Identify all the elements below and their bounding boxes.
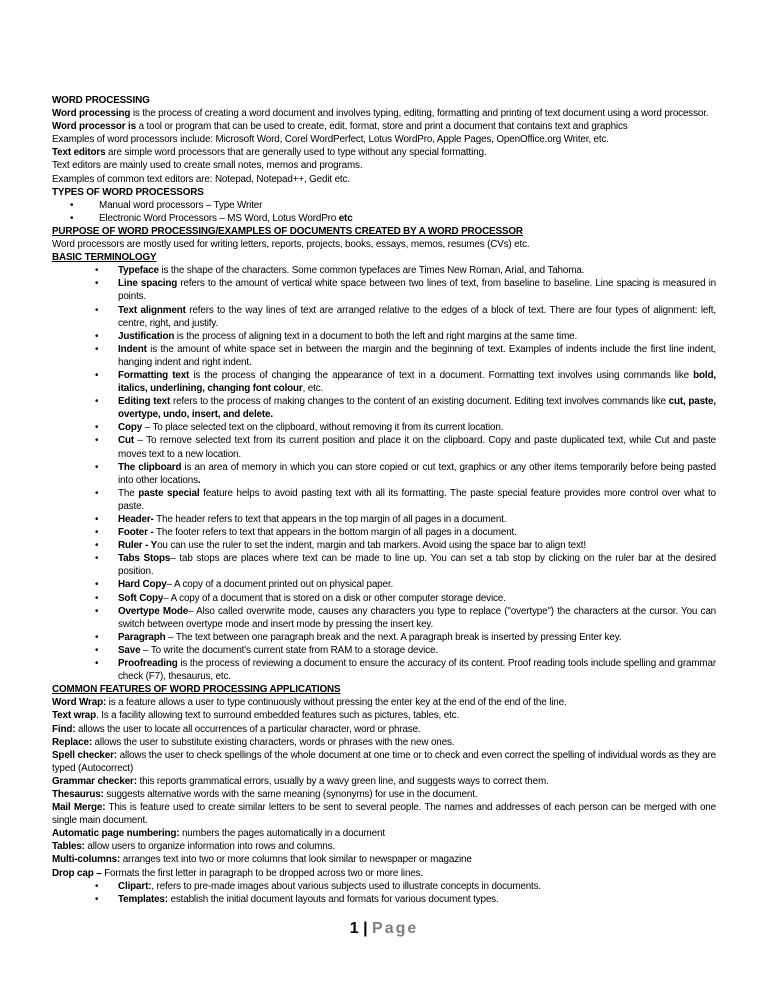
- bold-text-run: Word Wrap:: [52, 697, 107, 709]
- list-item: [52, 330, 716, 343]
- text-run: The header refers to text that appears in the top margin of all pages in a document.: [153, 514, 507, 525]
- text-run: feature helps to avoid pasting text with all its formatting. The paste special feature provides more control over what to paste.: [118, 487, 716, 512]
- list-item: [52, 369, 716, 395]
- bold-text-run: Text wrap: [52, 710, 97, 722]
- paragraph: [52, 120, 716, 133]
- paragraph: [52, 696, 716, 709]
- bulleted-list: [52, 880, 716, 906]
- bold-text-run: Proofreading: [118, 658, 178, 670]
- bold-text-run: Formatting text: [118, 369, 190, 381]
- list-item: [52, 552, 716, 578]
- document-body: [52, 94, 716, 906]
- section-heading: [52, 186, 716, 199]
- list-item: [52, 304, 716, 330]
- page-number: 1: [349, 920, 359, 937]
- list-item: [52, 893, 716, 906]
- text-run: Examples of common text editors are: Notepad, Notepad++, Gedit etc.: [52, 173, 350, 185]
- paragraph: [52, 867, 716, 880]
- section-heading: [52, 225, 716, 238]
- bold-text-run: Word processor is: [52, 121, 136, 133]
- list-item: [52, 657, 716, 683]
- paragraph: [52, 159, 716, 172]
- bold-text-run: Copy: [118, 422, 143, 434]
- text-run: Manual word processors – Type Writer: [99, 199, 263, 211]
- text-run: – To remove selected text from its current position and place it on the clipboard. Copy and paste duplicated text, while Cut and paste moves text to a new location.: [118, 435, 716, 460]
- text-run: suggests alternative words with the same meaning (synonyms) for use in the document.: [103, 788, 478, 800]
- text-run: , etc.: [302, 383, 324, 395]
- bold-text-run: Replace:: [52, 736, 92, 748]
- list-item: [52, 539, 716, 552]
- text-run: – To write the document's current state from RAM to a storage device.: [140, 644, 438, 656]
- text-run: . Is a facility allowing text to surround embedded features such as pictures, tables, etc.: [96, 710, 460, 722]
- text-run: numbers the pages automatically in a document: [179, 828, 385, 840]
- text-run: Word processors are mostly used for writing letters, reports, projects, books, essays, memos, resumes (CVs) etc.: [52, 239, 530, 251]
- text-run: The: [118, 487, 139, 499]
- paragraph: [52, 788, 716, 801]
- list-item: [52, 395, 716, 421]
- bold-text-run: Spell checker:: [52, 749, 117, 761]
- bold-text-run: WORD PROCESSING: [52, 95, 150, 106]
- paragraph: [52, 827, 716, 840]
- text-run: This is feature used to create similar letters to be sent to several people. The names and addresses of each person can be merged with one single main document.: [52, 802, 716, 827]
- list-item: [52, 343, 716, 369]
- list-item: [52, 880, 716, 893]
- bold-text-run: Templates:: [118, 893, 168, 905]
- paragraph: [52, 853, 716, 866]
- bold-text-run: Automatic page numbering:: [52, 828, 180, 840]
- paragraph: [52, 146, 716, 159]
- bold-text-run: Typeface: [118, 265, 159, 277]
- paragraph: [52, 801, 716, 827]
- bold-text-run: paste special: [138, 487, 200, 499]
- text-run: – To place selected text on the clipboard, without removing it from its current location.: [142, 422, 504, 434]
- text-run: allows the user to check spellings of the whole document at one time or to check and even correct the spelling of individual words as they are typed (Autocorrect): [52, 749, 716, 774]
- text-run: is the process of changing the appearance of text in a document. Formatting text involves using commands like: [189, 369, 694, 381]
- bold-text-run: Indent: [118, 343, 147, 355]
- text-run: is the amount of white space set in between the margin and the beginning of text. Examples of indents include the first line indent, hanging indent and right indent.: [118, 343, 716, 368]
- bold-text-run: Tabs Stops: [118, 553, 171, 565]
- bold-text-run: The clipboard: [118, 461, 182, 473]
- section-heading: [52, 683, 716, 696]
- bold-text-run: Hard Copy: [118, 579, 167, 591]
- text-run: – A copy of a document that is stored on a disk or other computer storage device.: [163, 592, 506, 604]
- list-item: [52, 487, 716, 513]
- text-run: allows the user to substitute existing characters, words or phrases with the new ones.: [91, 736, 455, 748]
- bold-text-run: Line spacing: [118, 278, 178, 290]
- bold-text-run: Text alignment: [118, 304, 186, 316]
- bold-text-run: Find:: [52, 723, 76, 735]
- page-footer: [0, 920, 768, 938]
- bulleted-list: [52, 264, 716, 683]
- bold-text-run: Justification: [118, 330, 175, 342]
- bold-text-run: Thesaurus:: [52, 788, 104, 800]
- list-item: [52, 578, 716, 591]
- text-run: a tool or program that can be used to create, edit, format, store and print a document that contains text and graphics: [135, 121, 628, 133]
- bulleted-list: [52, 199, 716, 225]
- paragraph: [52, 238, 716, 251]
- paragraph: [52, 736, 716, 749]
- text-run: – tab stops are places where text can be made to line up. You can set a tab stop by clicking on the ruler bar at the desired position.: [118, 553, 716, 578]
- paragraph: [52, 840, 716, 853]
- bold-text-run: Overtype Mode: [118, 605, 189, 617]
- text-run: is a feature allows a user to type continuously without pressing the enter key at the end of the end of the line.: [106, 697, 567, 709]
- bold-text-run: TYPES OF WORD PROCESSORS: [52, 186, 204, 198]
- text-run: this reports grammatical errors, usually by a wavy green line, and suggests ways to correct them.: [136, 775, 549, 787]
- section-heading: [52, 251, 716, 264]
- list-item: [52, 199, 716, 212]
- paragraph: [52, 775, 716, 788]
- bold-text-run: Clipart:: [118, 880, 152, 892]
- paragraph: [52, 723, 716, 736]
- list-item: [52, 526, 716, 539]
- bold-text-run: Word processing: [52, 108, 131, 120]
- text-run: allows the user to locate all occurrences of a particular character, word or phrase.: [75, 723, 421, 735]
- list-item: [52, 264, 716, 277]
- bold-text-run: Grammar checker:: [52, 775, 137, 787]
- list-item: [52, 461, 716, 487]
- list-item: [52, 631, 716, 644]
- bold-text-run: bold, italics, underlining, changing font colour: [118, 369, 716, 395]
- text-run: establish the initial document layouts and formats for various document types.: [167, 893, 499, 905]
- bold-text-run: BASIC TERMINOLOGY: [52, 252, 157, 264]
- text-run: refers to the way lines of text are arranged relative to the edges of a block of text. There are four types of alignment: left, centre, right, and justify.: [118, 304, 716, 329]
- bold-text-run: Paragraph: [118, 631, 166, 643]
- text-run: is the shape of the characters. Some common typefaces are Times New Roman, Arial, and Tahoma.: [158, 265, 585, 277]
- text-run: is an area of memory in which you can store copied or cut text, graphics or any other items temporarily before being pasted into other locations: [118, 461, 716, 486]
- bold-text-run: Ruler - Y: [118, 540, 158, 552]
- bold-text-run: Cut: [118, 435, 135, 447]
- bold-text-run: Footer -: [118, 527, 154, 539]
- bold-text-run: PURPOSE OF WORD PROCESSING/EXAMPLES OF DOCUMENTS CREATED BY A WORD PROCESSOR: [52, 225, 523, 237]
- bold-text-run: cut, paste, overtype, undo, insert, and delete.: [118, 396, 716, 421]
- paragraph: [52, 107, 716, 120]
- text-run: Electronic Word Processors – MS Word, Lotus WordPro: [99, 212, 339, 224]
- bold-text-run: Header-: [118, 514, 154, 525]
- text-run: are simple word processors that are generally used to type without any special formatting.: [105, 147, 487, 159]
- text-run: refers to the amount of vertical white space between two lines of text, from baseline to baseline. Line spacing is measured in points.: [118, 278, 717, 303]
- text-run: Text editors are mainly used to create small notes, memos and programs.: [52, 160, 363, 172]
- text-run: Examples of word processors include: Microsoft Word, Corel WordPerfect, Lotus WordPro, Apple Pages, OpenOffice.org Writer, etc.: [52, 134, 609, 146]
- text-run: – The text between one paragraph break and the next. A paragraph break is inserted by pressing Enter key.: [165, 631, 622, 643]
- bold-text-run: Tables:: [52, 841, 85, 853]
- bold-text-run: COMMON FEATURES OF WORD PROCESSING APPLICATIONS: [52, 684, 341, 696]
- list-item: [52, 513, 716, 526]
- paragraph: [52, 749, 716, 775]
- bold-text-run: .: [197, 474, 201, 486]
- page-separator: |: [358, 920, 373, 937]
- text-run: ou can use the ruler to set the indent, margin and tab markers. Avoid using the space bar to align text!: [157, 540, 586, 552]
- paragraph: [52, 709, 716, 722]
- bold-text-run: Editing text: [118, 396, 171, 408]
- page-label: Page: [372, 920, 419, 937]
- text-run: – A copy of a document printed out on physical paper.: [166, 579, 394, 591]
- text-run: arranges text into two or more columns that look similar to newspaper or magazine: [120, 854, 472, 866]
- list-item: [52, 277, 716, 303]
- bold-text-run: etc: [338, 212, 353, 224]
- section-heading: [52, 94, 716, 107]
- text-run: , refers to pre-made images about various subjects used to illustrate concepts in documents.: [151, 880, 542, 892]
- bold-text-run: Mail Merge:: [52, 802, 106, 814]
- text-run: refers to the process of making changes to the content of an existing document. Editing text involves commands like: [170, 396, 669, 408]
- text-run: is the process of reviewing a document to ensure the accuracy of its content. Proof reading tools include spelling and grammar check (F7), thesaurus, etc.: [118, 658, 716, 683]
- list-item: [52, 434, 716, 460]
- bold-text-run: Drop cap –: [52, 867, 102, 879]
- paragraph: [52, 133, 716, 146]
- list-item: [52, 605, 716, 631]
- text-run: is the process of creating a word document and involves typing, editing, formatting and printing of text document using a word processor.: [130, 108, 709, 120]
- text-run: – Also called overwrite mode, causes any characters you type to replace ("overtype") the characters at the cursor. You can switch between overtype mode and insert mode by pressing the insert key.: [118, 605, 717, 630]
- list-item: [52, 212, 716, 225]
- list-item: [52, 644, 716, 657]
- bold-text-run: Save: [118, 644, 141, 656]
- paragraph: [52, 173, 716, 186]
- list-item: [52, 421, 716, 434]
- bold-text-run: Multi-columns:: [52, 854, 121, 866]
- text-run: Formats the first letter in paragraph to be dropped across two or more lines.: [101, 867, 424, 879]
- bold-text-run: Text editors: [52, 147, 106, 159]
- text-run: is the process of aligning text in a document to both the left and right margins at the same time.: [174, 330, 578, 342]
- list-item: [52, 592, 716, 605]
- text-run: The footer refers to text that appears in the bottom margin of all pages in a document.: [153, 527, 517, 539]
- bold-text-run: Soft Copy: [118, 592, 164, 604]
- text-run: allow users to organize information into rows and columns.: [84, 841, 336, 853]
